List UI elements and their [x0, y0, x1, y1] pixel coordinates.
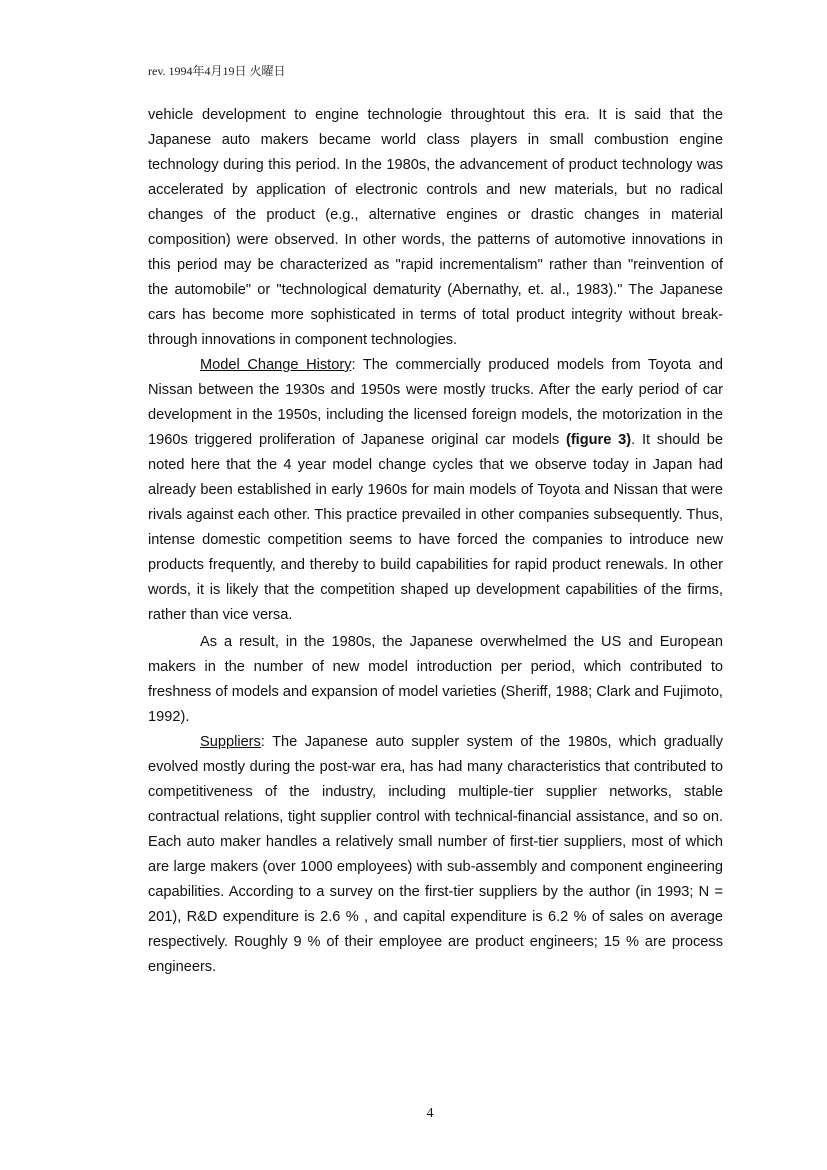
- paragraph-result-1980s: As a result, in the 1980s, the Japanese overwhelmed the US and European makers in the number of new model introduction per period, which contributed to freshness of models and expansion of model varieties (Sheriff, 1988; Clark and Fujimoto, 1992).: [148, 634, 723, 725]
- paragraph-engine-technology: vehicle development to engine technologie throughtout this era. It is said that the Japanese auto makers became world class players in small combustion engine technology during this period. In the 1980s, the advancement of product technology was accelerated by application of electronic controls and new materials, but no radical changes of the product (e.g., alternative engines or drastic changes in material composition) were observed. In other words, the patterns of automotive innovations in this period may be characterized as "rapid incrementalism" rather than "reinvention of the automobile" or "technological dematurity (Abernathy, et. al., 1983)." The Japanese cars has become more sophisticated in terms of total product integrity without break-through innovations in component technologies.: [148, 107, 723, 348]
- section-heading-model-change-history: Model Change History: [200, 357, 352, 373]
- paragraph-text: . It should be noted here that the 4 year model change cycles that we observe today in Japan had already been established in early 1960s for main models of Toyota and Nissan that were rivals against each other. This practice prevailed in other companies subsequently. Thus, intense domestic competition seems to have forced the companies to introduce new products frequently, and thereby to build capabilities for rapid product renewals. In other words, it is likely that the competition shaped up development capabilities of the firms, rather than vice versa.: [148, 432, 723, 623]
- paragraph-suppliers: [148, 730, 723, 980]
- section-heading-suppliers: Suppliers: [200, 734, 261, 750]
- document-body: [148, 103, 723, 980]
- paragraph-model-change-history: [148, 353, 723, 628]
- page-number: 4: [426, 1106, 434, 1121]
- revision-header: rev. 1994年4月19日 火曜日: [148, 64, 286, 78]
- paragraph-text: : The Japanese auto suppler system of the 1980s, which gradually evolved mostly during the post-war era, has had many characteristics that contributed to competitiveness of the industry, including multiple-tier supplier networks, stable contractual relations, tight supplier control with technical-financial assistance, and so on. Each auto maker handles a relatively small number of first-tier suppliers, most of which are large makers (over 1000 employees) with sub-assembly and component engineering capabilities. According to a survey on the first-tier suppliers by the author (in 1993; N = 201), R&D expenditure is 2.6 % , and capital expenditure is 6.2 % of sales on average respectively. Roughly 9 % of their employee are product engineers; 15 % are process engineers.: [148, 734, 723, 975]
- paragraph-text: : The commercially produced models from Toyota and Nissan between the 1930s and 1950s were mostly trucks. After the early period of car development in the 1950s, including the licensed foreign models, the motorization in the 1960s triggered proliferation of Japanese original car models: [148, 357, 723, 448]
- figure-reference: (figure 3): [565, 432, 632, 448]
